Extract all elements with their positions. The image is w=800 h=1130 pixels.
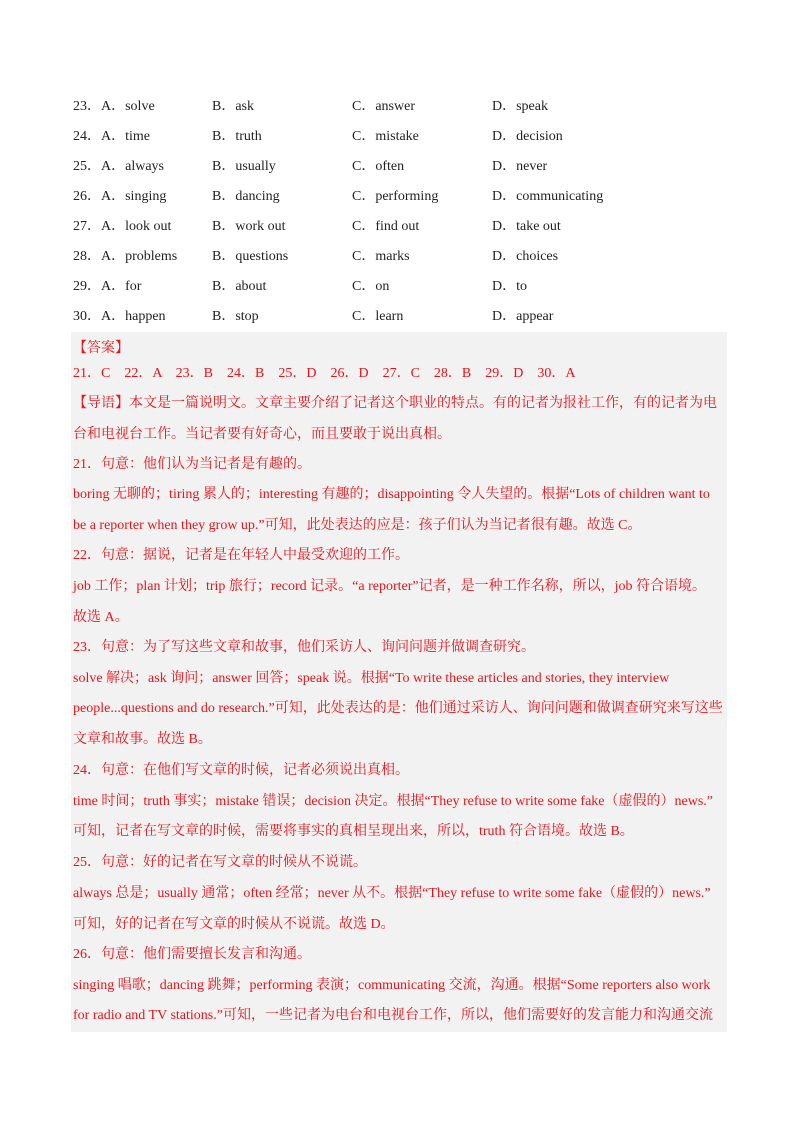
option-b: B．dancing (212, 189, 280, 204)
question-number: 24． (73, 129, 101, 144)
question-number: 25． (73, 159, 101, 174)
explanation-line: 文章和故事。故选 B。 (73, 732, 212, 747)
option-b: B．stop (212, 309, 259, 324)
answer-heading: 【答案】 (73, 341, 129, 356)
explanation-line: 25．句意：好的记者在写文章的时候从不说谎。 (73, 855, 367, 870)
explanation-line: 24．句意：在他们写文章的时候，记者必须说出真相。 (73, 763, 409, 778)
option-c: C．performing (352, 189, 439, 204)
option-d: D．appear (492, 309, 554, 324)
option-a: A．happen (101, 309, 166, 324)
explanation-line: 故选 A。 (73, 610, 129, 625)
option-b: B．work out (212, 219, 286, 234)
option-b: B．truth (212, 129, 262, 144)
explanation-line: singing 唱歌；dancing 跳舞；performing 表演；communicating 交流，沟通。根据“Some reporters also work (73, 978, 711, 993)
option-c: C．answer (352, 99, 415, 114)
question-number: 30． (73, 309, 101, 324)
option-d: D．never (492, 159, 548, 174)
answer-explanation-panel (71, 332, 727, 1032)
question-row (73, 152, 733, 182)
option-a: A．for (101, 279, 142, 294)
option-d: D．decision (492, 129, 563, 144)
explanation-line: 可知，记者在写文章的时候，需要将事实的真相呈现出来，所以，truth 符合语境。故选 B。 (73, 824, 634, 839)
question-number: 28． (73, 249, 101, 264)
option-c: C．on (352, 279, 390, 294)
option-a: A．always (101, 159, 164, 174)
explanation-line: boring 无聊的；tiring 累人的；interesting 有趣的；disappointing 令人失望的。根据“Lots of children want to (73, 487, 710, 502)
question-options-list (73, 92, 733, 332)
option-d: D．communicating (492, 189, 604, 204)
option-b: B．about (212, 279, 267, 294)
option-a: A．time (101, 129, 150, 144)
explanation-line: people...questions and do research.”可知，此处表达的是：他们通过采访人、询问问题和做调查研究来写这些 (73, 701, 723, 716)
option-c: C．marks (352, 249, 410, 264)
option-b: B．questions (212, 249, 289, 264)
question-number: 27． (73, 219, 101, 234)
option-d: D．to (492, 279, 527, 294)
option-d: D．choices (492, 249, 559, 264)
option-c: C．mistake (352, 129, 419, 144)
explanation-line: 26．句意：他们需要擅长发言和沟通。 (73, 947, 311, 962)
explanation-line: 可知，好的记者在写文章的时候从不说谎。故选 D。 (73, 917, 395, 932)
option-c: C．learn (352, 309, 404, 324)
explanation-line: 【导语】本文是一篇说明文。文章主要介绍了记者这个职业的特点。有的记者为报社工作，有的记者为电 (73, 396, 717, 411)
option-d: D．take out (492, 219, 561, 234)
question-row (73, 242, 733, 272)
explanation-line: 23．句意：为了写这些文章和故事，他们采访人、询问问题并做调查研究。 (73, 640, 535, 655)
explanation-line: 22．句意：据说，记者是在年轻人中最受欢迎的工作。 (73, 548, 409, 563)
explanation-line: 21．句意：他们认为当记者是有趣的。 (73, 457, 311, 472)
explanation-line: job 工作；plan 计划；trip 旅行；record 记录。“a reporter”记者，是一种工作名称，所以，job 符合语境。 (73, 579, 707, 594)
question-number: 29． (73, 279, 101, 294)
question-row (73, 182, 733, 212)
explanation-line: always 总是；usually 通常；often 经常；never 从不。根据“They refuse to write some fake（虚假的）news.” (73, 886, 711, 901)
option-c: C．find out (352, 219, 420, 234)
explanation-line: for radio and TV stations.”可知，一些记者为电台和电视台工作，所以，他们需要好的发言能力和沟通交流 (73, 1008, 713, 1023)
question-number: 23． (73, 99, 101, 114)
explanation-line: solve 解决；ask 询问；answer 回答；speak 说。根据“To write these articles and stories, they interview (73, 671, 670, 686)
question-row (73, 212, 733, 242)
question-row (73, 272, 733, 302)
answer-key-line: 21．C 22．A 23．B 24．B 25．D 26．D 27．C 28．B 29．D 30．A (73, 366, 576, 381)
question-row (73, 302, 733, 332)
option-b: B．ask (212, 99, 254, 114)
option-a: A．solve (101, 99, 155, 114)
explanation-line: 台和电视台工作。当记者要有好奇心，而且要敢于说出真相。 (73, 427, 451, 442)
option-c: C．often (352, 159, 405, 174)
explanation-line: be a reporter when they grow up.”可知，此处表达的应是：孩子们认为当记者很有趣。故选 C。 (73, 518, 642, 533)
option-a: A．look out (101, 219, 172, 234)
option-a: A．singing (101, 189, 167, 204)
option-a: A．problems (101, 249, 178, 264)
question-row (73, 122, 733, 152)
option-b: B．usually (212, 159, 276, 174)
question-row (73, 92, 733, 122)
explanation-line: time 时间；truth 事实；mistake 错误；decision 决定。根据“They refuse to write some fake（虚假的）news.” (73, 794, 713, 809)
question-number: 26． (73, 189, 101, 204)
option-d: D．speak (492, 99, 548, 114)
